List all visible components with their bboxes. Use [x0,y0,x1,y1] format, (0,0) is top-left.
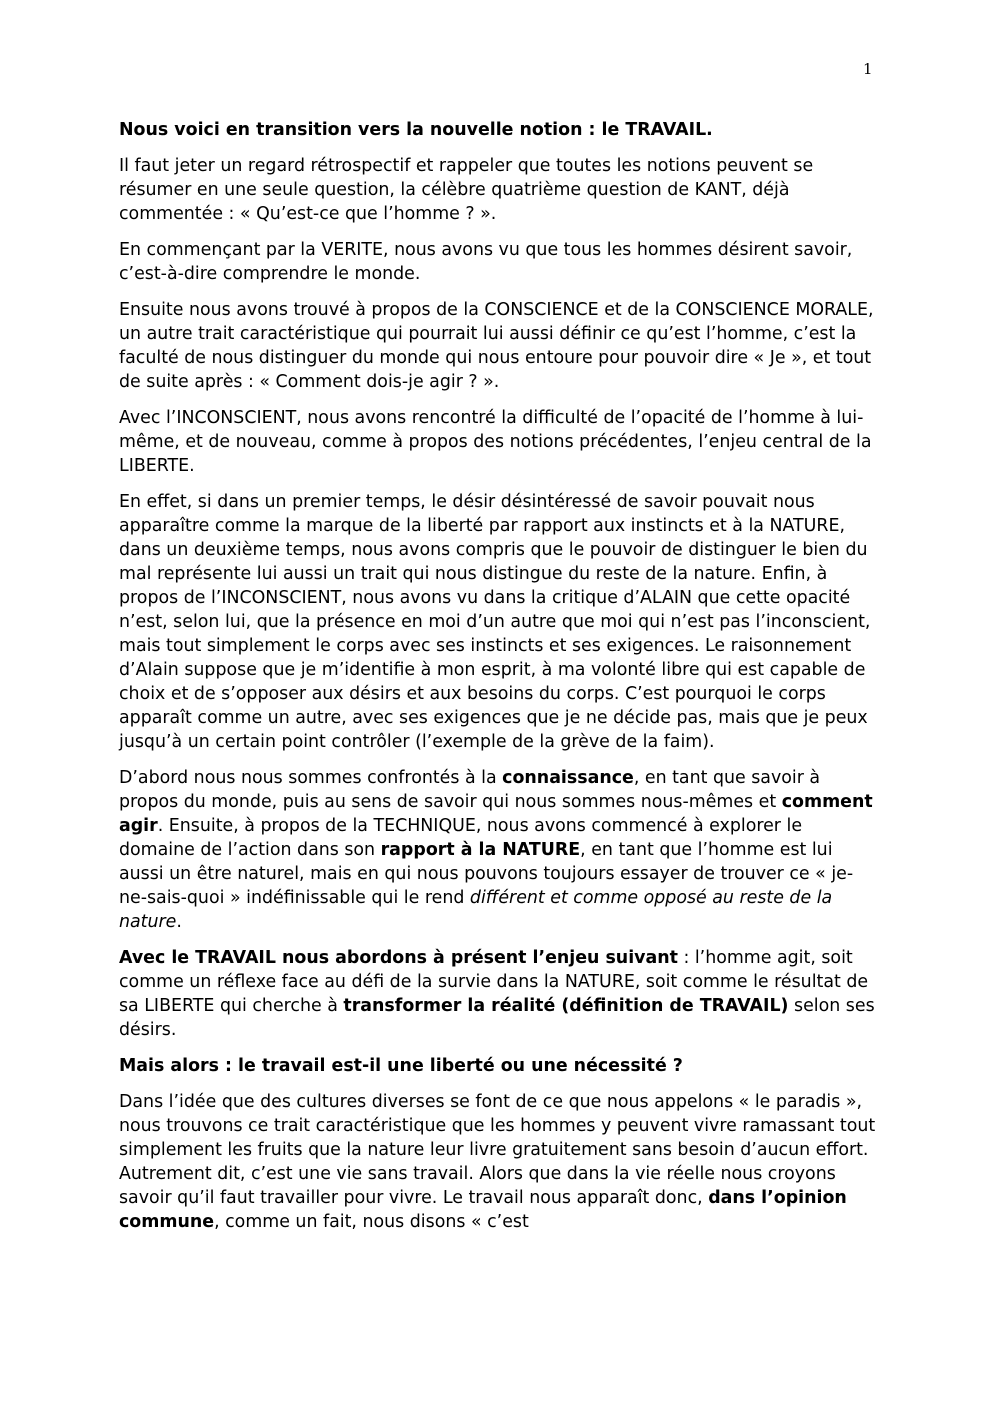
bold-run: connaissance [502,768,634,788]
text-run: D’abord nous nous sommes confrontés à la [119,768,503,788]
text-run: : l’homme agit, soit comme un réflexe face au défi de la survie dans la NATURE, soit comme le résultat de sa LIBERTE qui cherche à [119,948,869,1016]
question-text: Mais alors : le travail est-il une liberté ou une nécessité ? [119,1056,683,1076]
bold-run: rapport à la NATURE [380,840,581,860]
section-heading-text: Nous voici en transition vers la nouvelle notion : le TRAVAIL. [119,120,713,140]
bold-run: dans l’opinion commune [119,1188,847,1232]
text-run: Dans l’idée que des cultures diverses se font de ce que nous appelons « le paradis », nous trouvons ce trait caractéristique que les hommes y peuvent vivre ramassant tout simplement les fruits que la nature leur livre gratuitement sans besoin d’aucun effort. Autrement dit, c’est une vie sans travail. Alors que dans la vie réelle nous croyons savoir qu’il faut travailler pour vivre. Le travail nous apparaît donc, [119,1092,876,1208]
paragraph-1: Il faut jeter un regard rétrospectif et rappeler que toutes les notions peuvent se résumer en une seule question, la célèbre quatrième question de KANT, déjà commentée : « Qu’est-ce que l’homme ? ». [119,156,814,224]
paragraph-8 [119,1090,879,1234]
text-run: , en tant que savoir à propos du monde, puis au sens de savoir qui nous sommes nous-mêmes et [119,768,821,812]
document-body [119,118,879,1246]
bold-run: comment agir [119,792,873,836]
text-run: , comme un fait, nous disons « c’est [214,1212,529,1232]
paragraph-6 [119,766,879,934]
bold-run: transformer la réalité (définition de TRAVAIL) [343,996,789,1016]
text-run: selon ses désirs. [119,996,875,1040]
paragraph-4: Avec l’INCONSCIENT, nous avons rencontré la difficulté de l’opacité de l’homme à lui-même, et de nouveau, comme à propos des notions précédentes, l’enjeu central de la LIBERTE. [119,408,872,476]
page-number: 1 [863,60,873,78]
bold-run: Avec le TRAVAIL nous abordons à présent l’enjeu suivant [119,948,678,968]
text-run: . Ensuite, à propos de la TECHNIQUE, nous avons commencé à explorer le domaine de l’action dans son [119,816,803,860]
text-run: , en tant que l’homme est lui aussi un être naturel, mais en qui nous pouvons toujours essayer de trouver ce « je-ne-sais-quoi » indéfinissable qui le rend [119,840,854,908]
paragraph-3: Ensuite nous avons trouvé à propos de la CONSCIENCE et de la CONSCIENCE MORALE, un autre trait caractéristique qui pourrait lui aussi définir ce qu’est l’homme, c’est la faculté de nous distinguer du monde qui nous entoure pour pouvoir dire « Je », et tout de suite après : « Comment dois-je agir ? ». [119,300,874,392]
paragraph-7 [119,946,879,1042]
question-heading [119,1054,879,1078]
paragraph-5: En effet, si dans un premier temps, le désir désintéressé de savoir pouvait nous apparaître comme la marque de la liberté par rapport aux instincts et à la NATURE, dans un deuxième temps, nous avons compris que le pouvoir de distinguer le bien du mal représente lui aussi un trait qui nous distingue du reste de la nature. Enfin, à propos de l’INCONSCIENT, nous avons vu dans la critique d’ALAIN que cette opacité n’est, selon lui, que la présence en moi d’un autre que moi qui n’est pas l’inconscient, mais tout simplement le corps avec ses instincts et ses exigences. Le raisonnement d’Alain suppose que je m’identifie à mon esprit, à ma volonté libre qui est capable de choix et de s’opposer aux désirs et aux besoins du corps. C’est pourquoi le corps apparaît comme un autre, avec ses exigences que je ne décide pas, mais que je peux jusqu’à un certain point contrôler (l’exemple de la grève de la faim). [119,492,871,752]
italic-run: différent et comme opposé au reste de la nature [119,888,833,932]
text-run: . [176,912,182,932]
section-heading [119,118,879,142]
paragraph-2: En commençant par la VERITE, nous avons vu que tous les hommes désirent savoir, c’est-à-dire comprendre le monde. [119,240,853,284]
